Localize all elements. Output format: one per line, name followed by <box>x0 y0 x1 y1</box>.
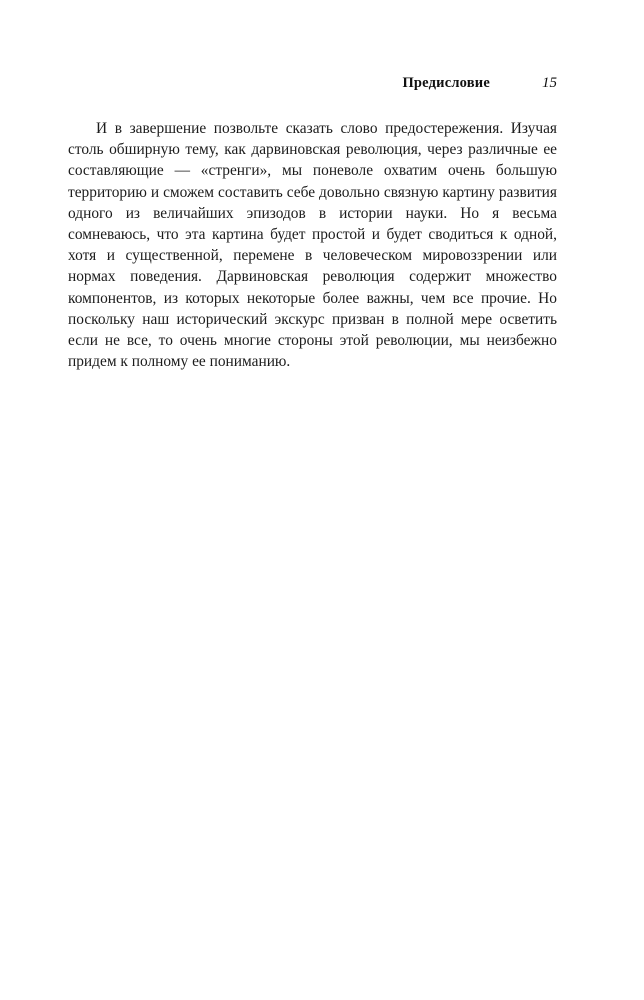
body-text-block <box>68 118 557 372</box>
body-paragraph: И в завершение позвольте сказать слово предостережения. Изучая столь обширную тему, как дарвиновская революция, через различные ее составляющие — «стренги», мы поневоле охватим очень большую территорию и сможем составить себе довольно связную картину развития одного из величайших эпизодов в истории науки. Но я весьма сомневаюсь, что эта картина будет простой и будет сводиться к одной, хотя и существенной, перемене в человеческом мировоззрении или нормах поведения. Дарвиновская революция содержит множество компонентов, из которых некоторые более важны, чем все прочие. Но поскольку наш исторический экскурс призван в полной мере осветить если не все, то очень многие стороны этой революции, мы неизбежно придем к полному ее пониманию. <box>68 120 557 371</box>
running-head-title: Предисловие <box>402 75 490 91</box>
running-head <box>68 76 557 91</box>
page-number: 15 <box>542 75 557 91</box>
